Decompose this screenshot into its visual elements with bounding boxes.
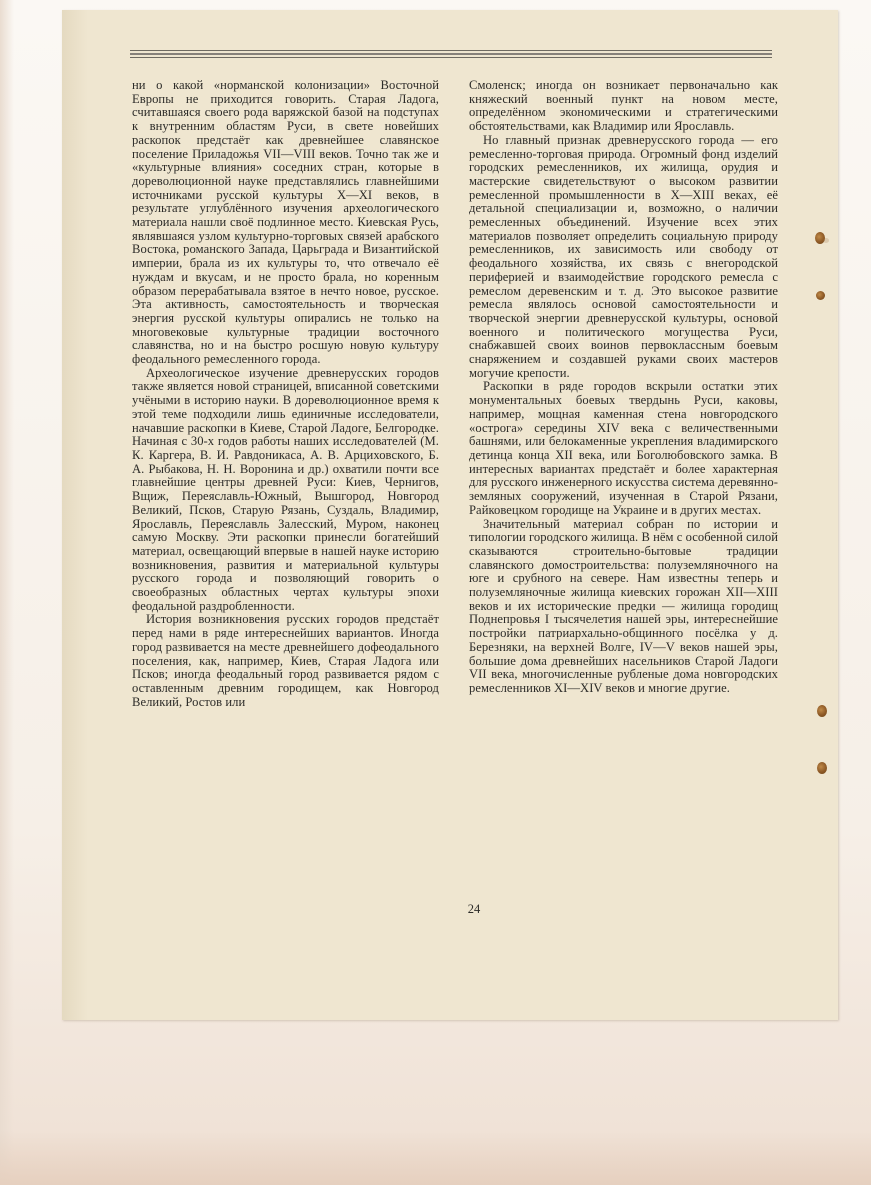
header-rule — [130, 57, 772, 58]
header-rule — [130, 53, 772, 55]
paragraph: Значительный материал собран по истории и типологии городского жилища. В нём с особенной силой сказываются строительно-бытовые традиции славянского домостроительства: полуземляночного на юге и срубного на севере. Нам известны теперь и полуземляночные жилища киевских горожан XII—XIII веков и их исторические предки — жилища городищ Поднепровья I тысячелетия нашей эры, интереснейшие постройки патриархально-общинного посёлка у д. Березняки, на верхней Волге, IV—V веков нашей эры, большие дома древнейших насельников Старой Ладоги VII века, многочисленные рубленые дома новгородских ремесленников XI—XIV веков и многие другие. — [469, 516, 778, 695]
scanner-bottom-shade — [0, 1130, 871, 1185]
binding-hole — [817, 705, 827, 717]
left-text-column — [132, 79, 439, 709]
scanner-edge-shadow — [0, 0, 14, 1185]
page-number: 24 — [467, 902, 481, 916]
right-text-column — [469, 79, 778, 696]
binding-hole — [817, 762, 827, 774]
page-fold-shade — [62, 10, 88, 1020]
paragraph: Но главный признак древнерусского города — его ремесленно-торговая природа. Огромный фонд изделий городских ремесленников, их жилища, орудия и мастерские свидетельствуют о высоком развитии ремесленной промышленности в X—XIII веках, её детальной специализации и, возможно, о наличии ремесленных объединений. Изучение всех этих материалов позволяет определить социальную природу ремесленников, их зависимость или свободу от феодального хозяйства, их связь с внегородской периферией и взаимодействие городского ремесла с ремеслом деревенским и т. д. Это высокое развитие ремесла являлось основой самостоятельности и творческой энергии древнерусской культуры, основой военного и политического могущества Руси, снабжавшей своих воинов первоклассным боевым снаряжением и создавшей руками своих мастеров могучие крепости. — [469, 132, 778, 380]
paragraph: История возникновения русских городов предстаёт перед нами в ряде интереснейших вариантов. Иногда город развивается на месте древнейшего дофеодального поселения, как, например, Киев, Старая Ладога или Псков; иногда феодальный город развивается рядом с оставленным древним городищем, как Новгород Великий, Ростов или — [132, 612, 439, 709]
header-rule — [130, 50, 772, 51]
binding-hole — [816, 291, 825, 300]
paragraph: Раскопки в ряде городов вскрыли остатки этих монументальных боевых твердынь Руси, каковы, например, мощная каменная стена новгородского «острога» середины XIV века с величественными башнями, или белокаменные укрепления владимирского детинца конца XII века, или Боголюбовского замка. В интересных вариантах предстаёт и более характерная для русского инженерного искусства система деревянно-земляных сооружений, изученная в Старой Рязани, Райковецком городище на Украине и в других местах. — [469, 379, 778, 517]
stain-spot — [823, 238, 829, 243]
paragraph: ни о какой «норманской колонизации» Восточной Европы не приходится говорить. Старая Ладога, считавшаяся своего рода варяжской базой на подступах к внутренним областям Руси, в свете новейших раскопок предстаёт как древнейшее славянское поселение Приладожья VII—VIII веков. Точно так же и «культурные влияния» соседних стран, которые в дореволюционной науке представлялись главнейшими источниками русской культуры X—XI веков, в результате углублённого изучения археологического материала нашли своё подлинное место. Киевская Русь, являвшаяся узлом культурно-торговых связей арабского Востока, романского Запада, Царьграда и Византийской империи, брала из их культуры то, что отвечало её нуждам и вкусам, и не просто брала, но коренным образом перерабатывала взятое в нечто новое, русское. Эта активность, самостоятельность и творческая энергия русской культуры опирались не только на многовековые культурные традиции восточного славянства, но и на быстро росшую новую культуру феодального ремесленного города. — [132, 78, 439, 367]
paragraph: Смоленск; иногда он возникает первоначально как княжеский военный пункт на новом месте, определённом экономическими и стратегическими обстоятельствами, как Владимир или Ярославль. — [469, 78, 778, 134]
paragraph: Археологическое изучение древнерусских городов также является новой страницей, вписанной советскими учёными в историю науки. В дореволюционное время к этой теме подходили лишь единичные исследователи, начавшие раскопки в Киеве, Старой Ладоге, Белгородке. Начиная с 30-х годов работы наших исследователей (М. К. Каргера, В. И. Равдоникаса, А. В. Арциховского, Б. А. Рыбакова, Н. Н. Воронина и др.) охватили почти все главнейшие центры древней Руси: Киев, Чернигов, Вщиж, Переяславль-Южный, Вышгород, Новгород Великий, Псков, Старую Рязань, Суздаль, Владимир, Ярославль, Переяславль Залесский, Муром, наконец самую Москву. Эти раскопки принесли богатейший материал, освещающий впервые в нашей науке историю возникновения, развития и материальной культуры русского города и позволяющий говорить о своеобразных областных чертах культуры эпохи феодальной раздробленности. — [132, 365, 439, 613]
